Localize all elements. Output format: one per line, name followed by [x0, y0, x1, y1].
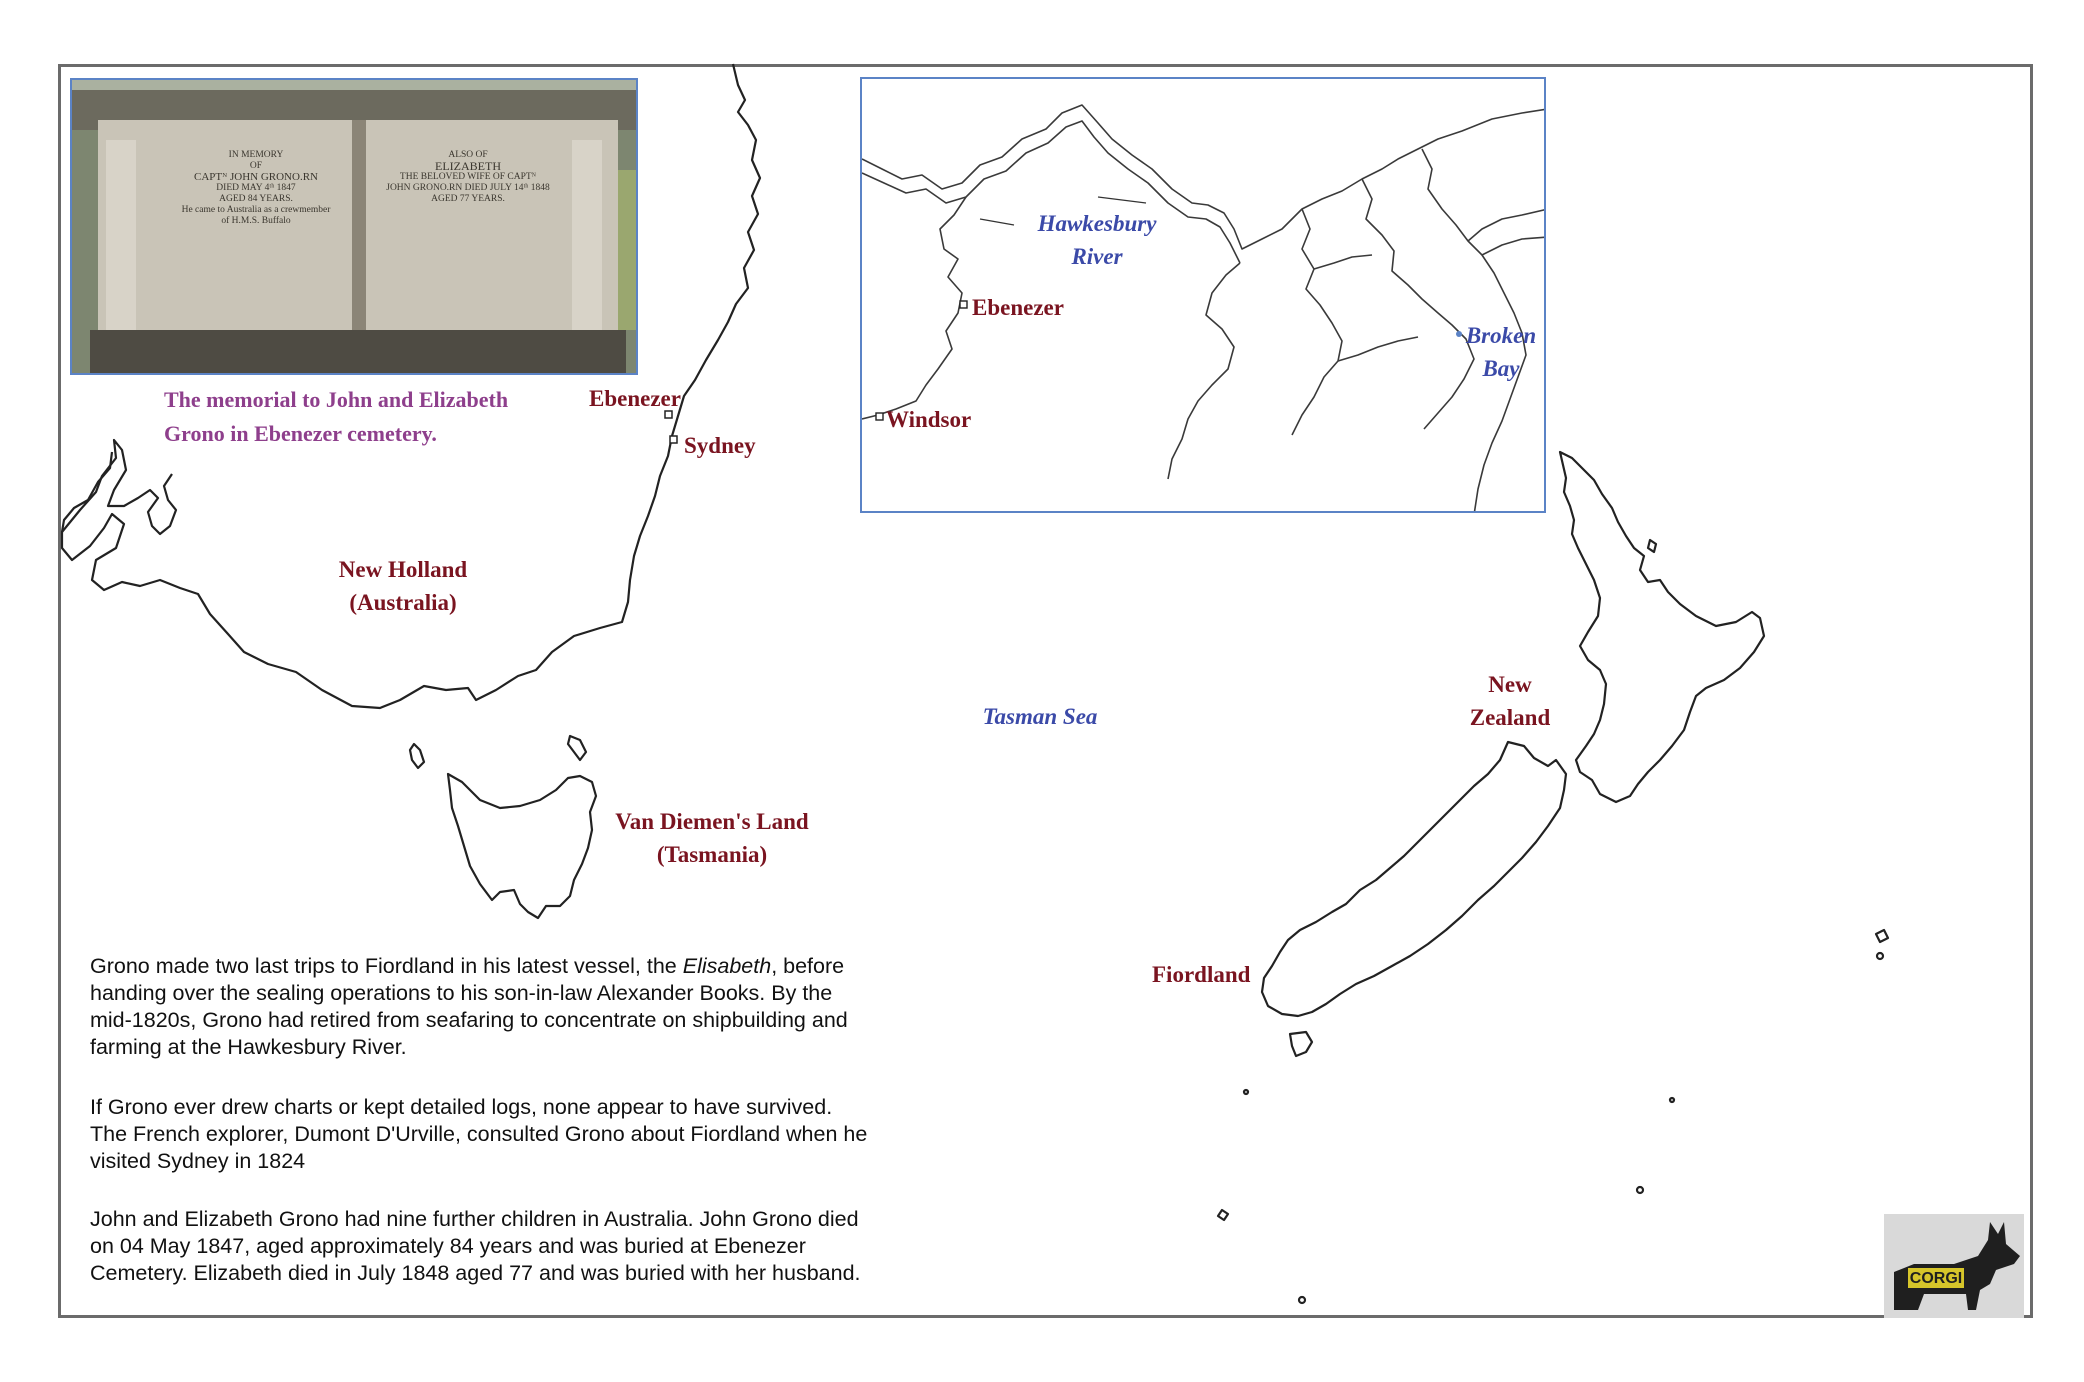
- new-zealand-north-island: [1560, 452, 1764, 802]
- inset-label-windsor: Windsor: [886, 407, 972, 432]
- new-zealand-south-island: [1262, 742, 1566, 1016]
- paragraph-1: Grono made two last trips to Fiordland in his latest vessel, the Elisabeth, before handing over the sealing operations to his son-in-law Alexander Books. By the mid-1820s, Grono had retired from seafaring to concentrate on shipbuilding and farming at the Hawkesbury River.: [90, 954, 848, 1059]
- outlying-island: [1637, 1187, 1643, 1193]
- sydney-marker: [670, 436, 677, 443]
- paragraph-3: John and Elizabeth Grono had nine further children in Australia. John Grono died on 04 May 1847, aged approximately 84 years and was buried at Ebenezer Cemetery. Elizabeth died in July 1848 aged 77 and was buried with her husband.: [90, 1207, 861, 1285]
- australia-coastline-west: [62, 452, 112, 532]
- outlying-island: [1670, 1098, 1674, 1102]
- new-zealand-small-island: [1648, 540, 1656, 552]
- paragraph-2: If Grono ever drew charts or kept detailed logs, none appear to have survived. The French explorer, Dumont D'Urville, consulted Grono about Fiordland when he visited Sydney in 1824: [90, 1095, 868, 1173]
- outlying-island: [1877, 953, 1883, 959]
- outlying-island: [1299, 1297, 1305, 1303]
- inset-label-broken-bay: Broken Bay: [1465, 323, 1537, 381]
- inset-label-hawkesbury-river: Hawkesbury River: [1037, 211, 1157, 269]
- label-van-diemens-land: Van Diemen's Land (Tasmania): [615, 809, 809, 867]
- label-ebenezer: Ebenezer: [589, 386, 681, 411]
- corgi-logo: [1884, 1214, 2024, 1318]
- label-sydney: Sydney: [684, 433, 756, 458]
- inset-ebenezer-marker: [960, 301, 967, 308]
- inset-windsor-marker: [876, 413, 883, 420]
- label-new-zealand: New Zealand: [1469, 672, 1551, 730]
- memorial-photo: [70, 78, 638, 375]
- label-new-holland: New Holland (Australia): [338, 557, 468, 615]
- bass-strait-island: [568, 736, 586, 760]
- hawkesbury-inset-map: [860, 77, 1546, 513]
- hawkesbury-leader-line-2: [1098, 197, 1146, 203]
- bass-strait-island: [410, 744, 424, 768]
- memorial-inscription-left: IN MEMORY OF CAPTᴺ JOHN GRONO.RN DIED MAY 4ᵗʰ 1847 AGED 84 YEARS. He came to Australia as a crewmember of H.M.S. Buffalo: [181, 150, 331, 226]
- inset-river-lines: [862, 79, 1546, 513]
- tasmania-coastline: [448, 774, 596, 918]
- caption-line-1: The memorial to John and Elizabeth: [164, 387, 509, 412]
- outlying-island: [1244, 1090, 1248, 1094]
- caption-line-2: Grono in Ebenezer cemetery.: [164, 421, 437, 446]
- inset-label-ebenezer: Ebenezer: [972, 295, 1064, 320]
- memorial-inscription-right: ALSO OF ELIZABETH THE BELOVED WIFE OF CAPTᴺ JOHN GRONO.RN DIED JULY 14ᵗʰ 1848 AGED 77 YEARS.: [386, 150, 550, 204]
- outlying-island: [1876, 930, 1888, 942]
- stewart-island: [1290, 1032, 1312, 1056]
- photo-caption: [164, 383, 594, 451]
- outlying-island: [1218, 1210, 1228, 1220]
- label-fiordland: Fiordland: [1152, 962, 1251, 987]
- hawkesbury-leader-line: [980, 219, 1014, 225]
- label-tasman-sea: Tasman Sea: [982, 704, 1098, 729]
- vessel-name: Elisabeth: [682, 954, 772, 978]
- corgi-logo-text: CORGI: [1909, 1270, 1963, 1287]
